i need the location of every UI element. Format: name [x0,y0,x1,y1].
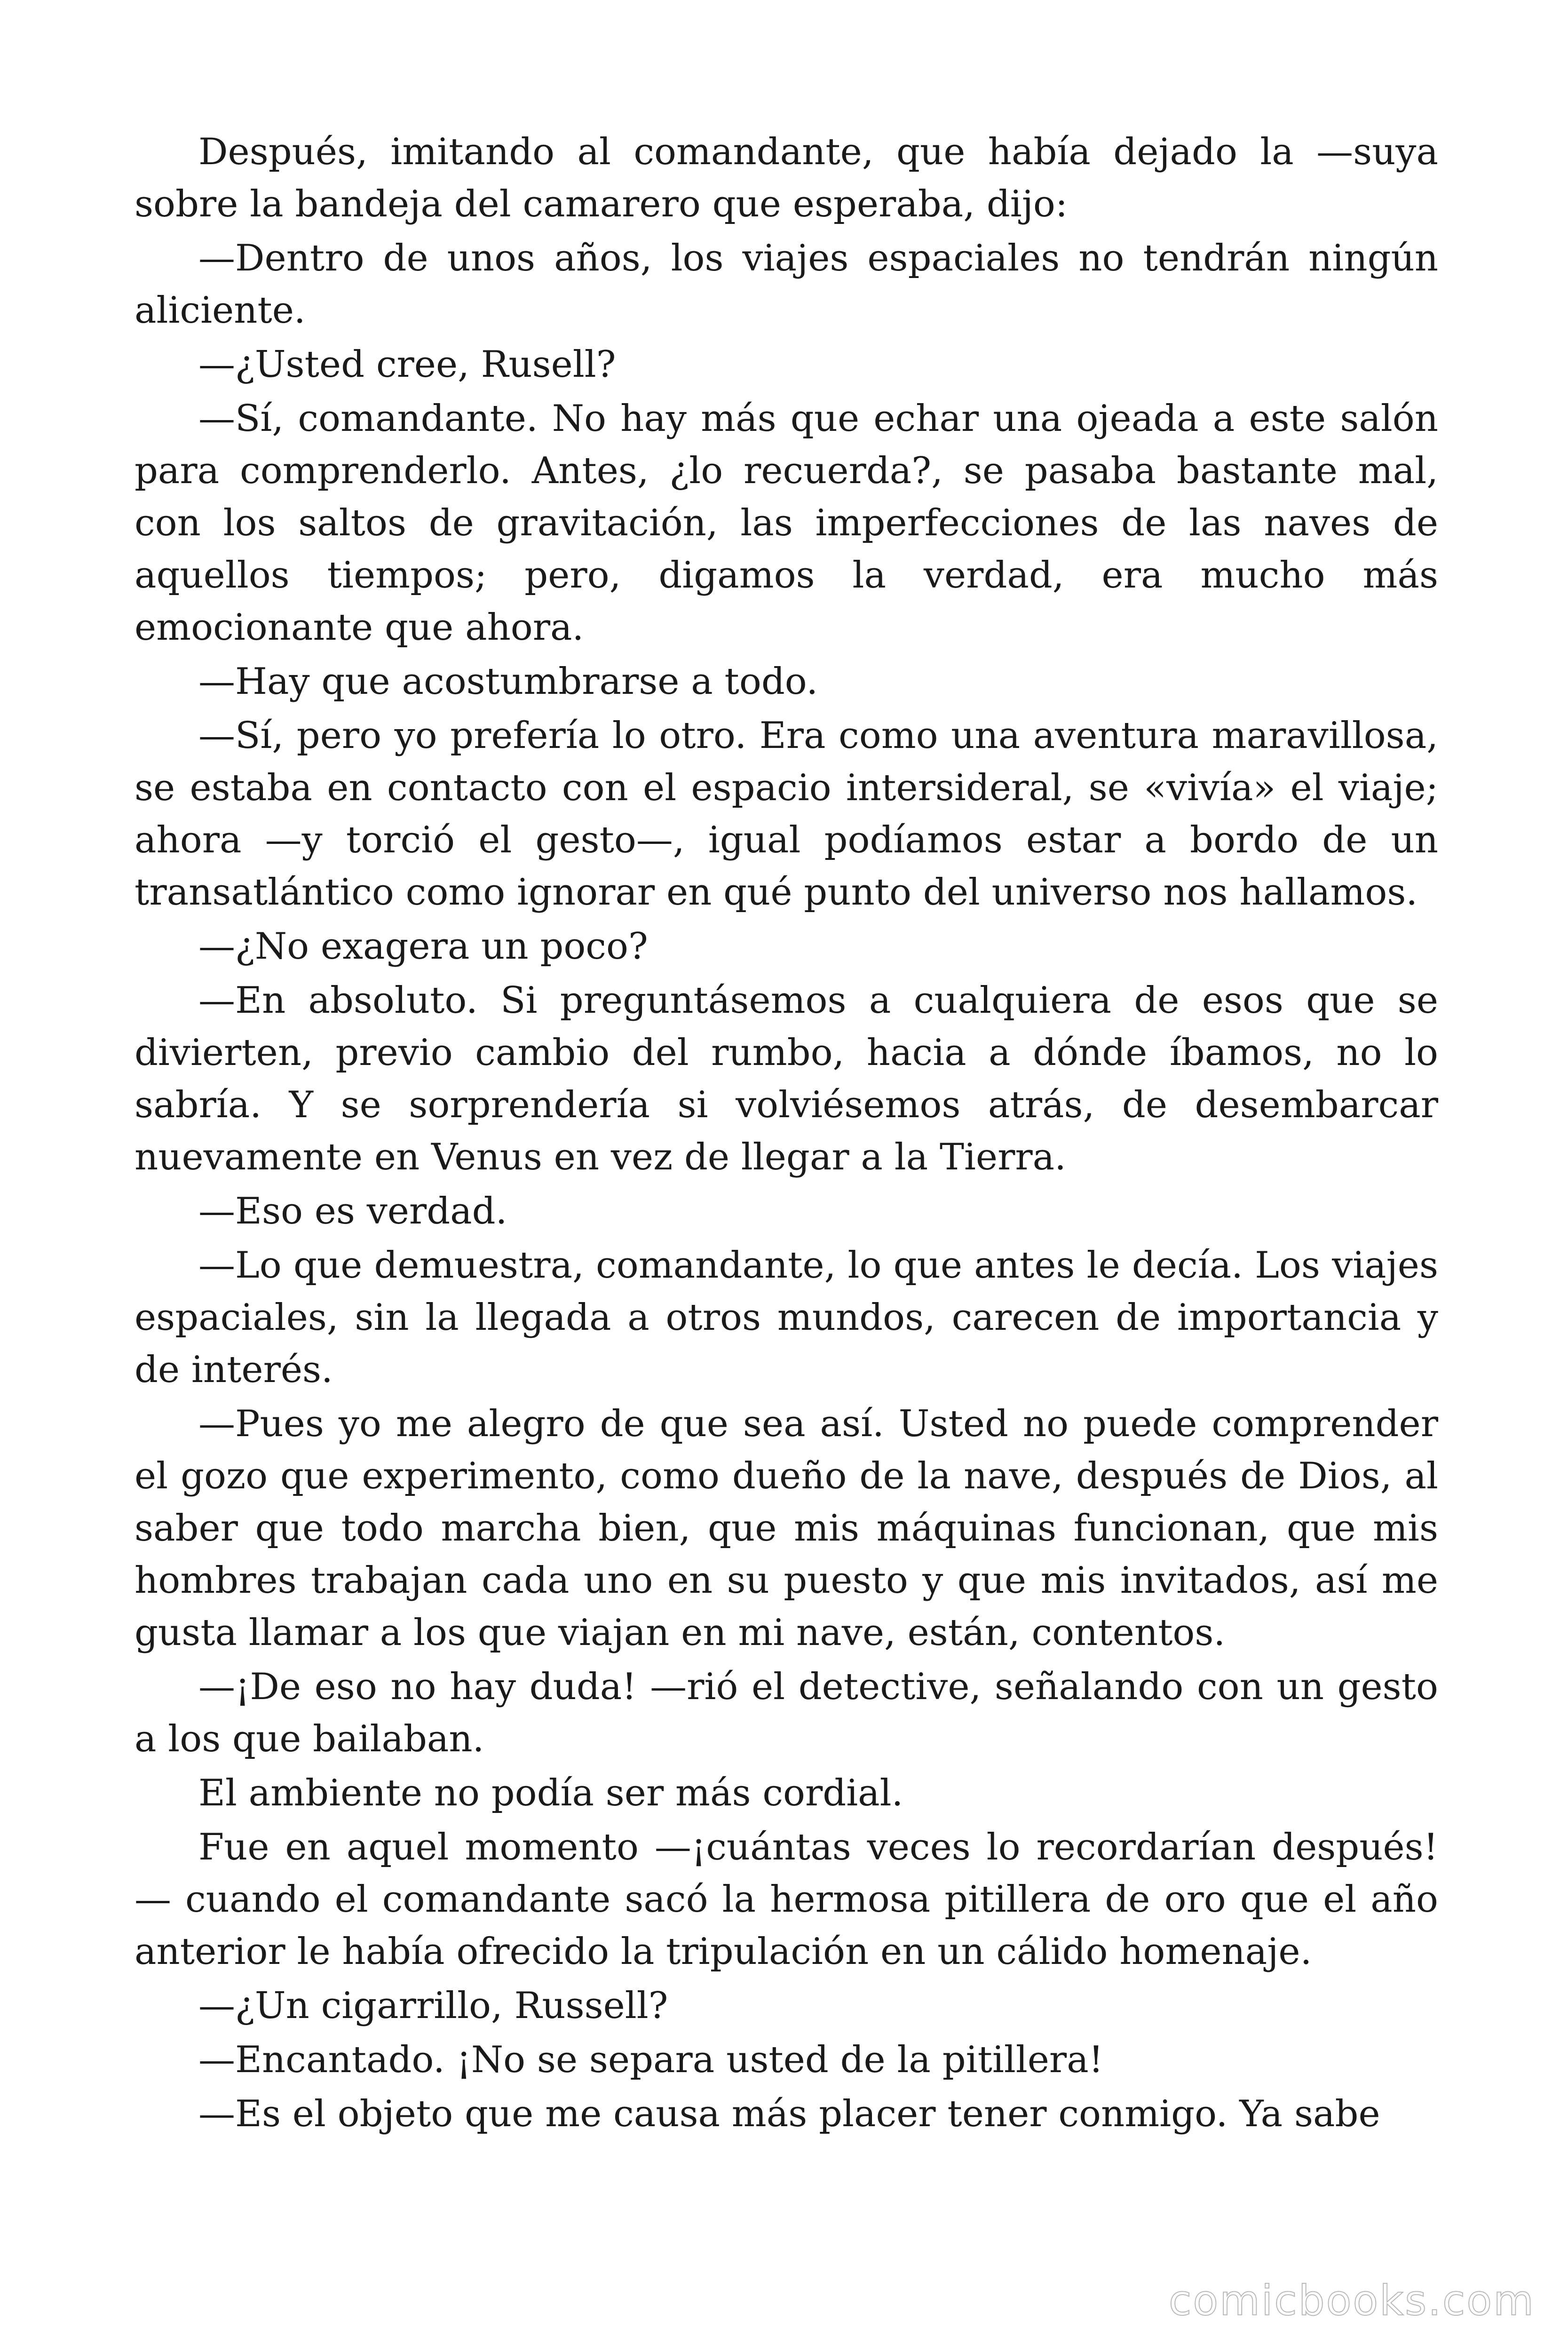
paragraph: —Hay que acostumbrarse a todo. [198,660,818,703]
paragraph: —Sí, comandante. No hay más que echar una ojeada a este salón para comprenderlo. Antes, ¿lo recuerda?, se pasaba bastante mal, con los saltos de gravitación, las imperfecciones de las naves de aquellos tiempos; pero, digamos la verdad, era mucho más emocionante que ahora. [135,397,1438,649]
paragraph: —Eso es verdad. [198,1190,507,1232]
paragraph: Después, imitando al comandante, que había dejado la —suya sobre la bandeja del camarero que esperaba, dijo: [135,131,1438,225]
paragraph: —¿No exagera un poco? [198,925,648,968]
paragraph: —Dentro de unos años, los viajes espaciales no tendrán ningún aliciente. [135,237,1438,332]
paragraph: —Lo que demuestra, comandante, lo que antes le decía. Los viajes espaciales, sin la llegada a otros mundos, carecen de importancia y de interés. [135,1244,1438,1391]
paragraph: —¡De eso no hay duda! —rió el detective, señalando con un gesto a los que bailaban. [135,1666,1438,1760]
paragraph: —Sí, pero yo prefería lo otro. Era como una aventura maravillosa, se estaba en contacto con el espacio intersideral, se «vivía» el viaje; ahora —y torció el gesto—, igual podíamos estar a bordo de un transatlántico como ignorar en qué punto del universo nos hallamos. [135,715,1438,914]
paragraph: —En absoluto. Si preguntásemos a cualquiera de esos que se divierten, previo cambio del rumbo, hacia a dónde íbamos, no lo sabría. Y se sorprendería si volviésemos atrás, de desembarcar nuevamente en Venus en vez de llegar a la Tierra. [135,979,1438,1178]
paragraph: —¿Un cigarrillo, Russell? [198,1985,668,2027]
watermark: comicbooks.com [1168,2276,1535,2325]
paragraph: El ambiente no podía ser más cordial. [198,1772,903,1814]
paragraph: —Es el objeto que me causa más placer tener conmigo. Ya sabe [198,2093,1380,2135]
paragraph: —Pues yo me alegro de que sea así. Usted no puede comprender el gozo que experimento, como dueño de la nave, después de Dios, al saber que todo marcha bien, que mis máquinas funcionan, que mis hombres trabajan cada uno en su puesto y que mis invitados, así me gusta llamar a los que viajan en mi nave, están, contentos. [135,1403,1438,1654]
paragraph: —¿Usted cree, Rusell? [198,343,616,386]
page-text [135,126,1438,2142]
paragraph: Fue en aquel momento —¡cuántas veces lo recordarían después! — cuando el comandante sacó la hermosa pitillera de oro que el año anterior le había ofrecido la tripulación en un cálido homenaje. [135,1826,1438,1973]
paragraph: —Encantado. ¡No se separa usted de la pitillera! [198,2039,1104,2081]
